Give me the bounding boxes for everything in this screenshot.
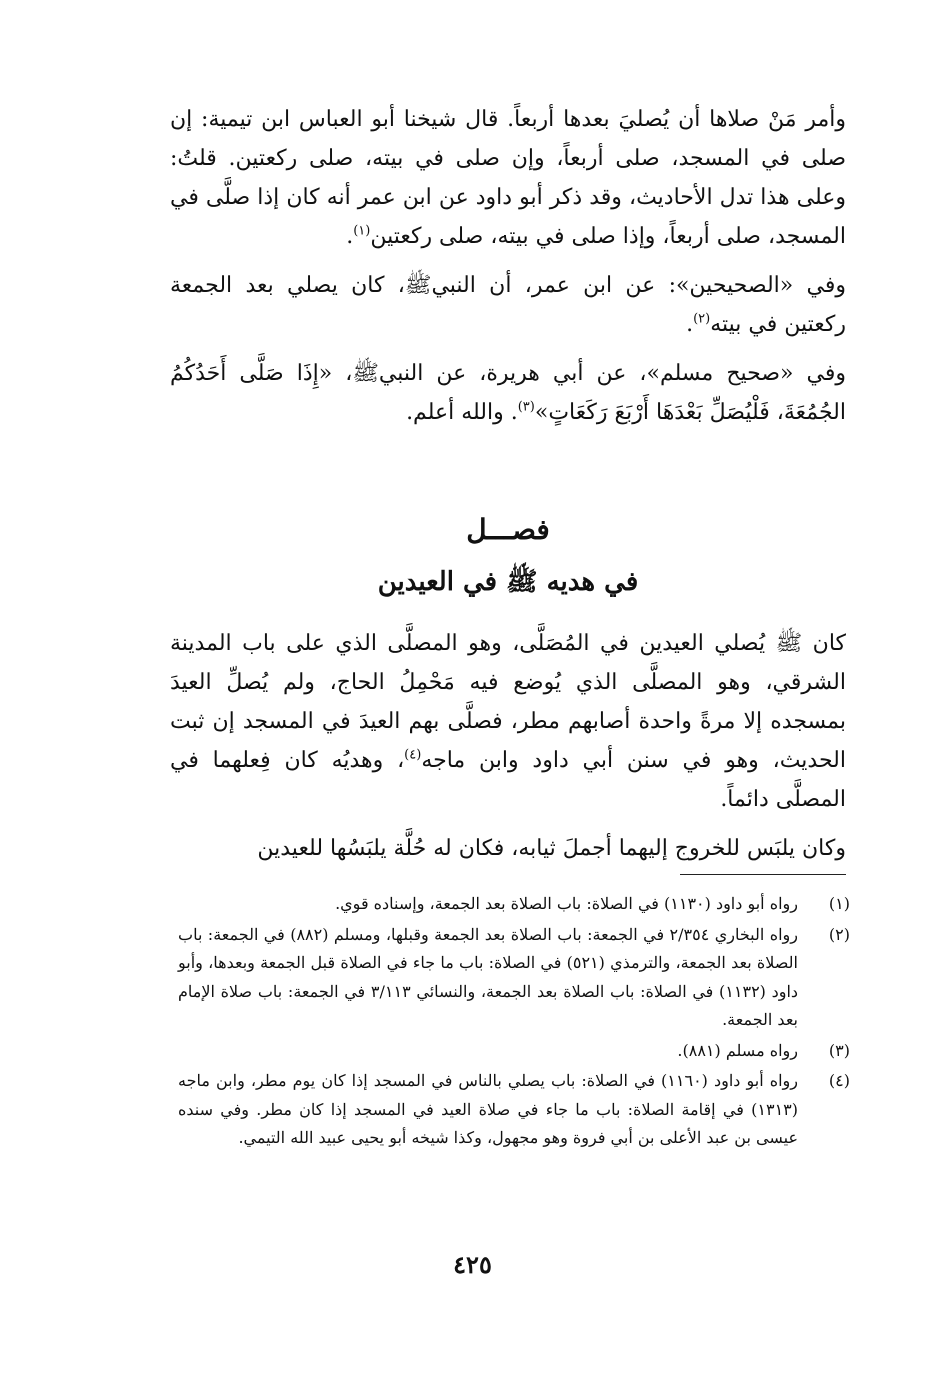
footnote-text: رواه أبو داود (١١٣٠) في الصلاة: باب الصلاة بعد الجمعة، وإسناده قوي. (335, 894, 798, 913)
paragraph-tail: . (346, 224, 354, 249)
paragraph-text: وفي «صحيح مسلم»، عن أبي هريرة، عن النبيﷺ، «إِذَا صَلَّى أَحَدُكُمُ الجُمُعَةَ، فَلْيُصَلِّ بَعْدَهَا أَرْبَعَ رَكَعَاتٍ» (170, 361, 846, 425)
paragraph-text: وأمر مَنْ صلاها أن يُصليَ بعدها أربعاً. قال شيخنا أبو العباس ابن تيمية: إن صلى في المسجد، صلى أربعاً، وإن صلى في بيته، صلى ركعتين. قلتُ: وعلى هذا تدل الأحاديث، وقد ذكر أبو داود عن ابن عمر أنه كان إذا صلَّى في المسجد، صلى أربعاً، وإذا صلى في بيته، صلى ركعتين (170, 107, 846, 249)
page-number: ٤٢٥ (453, 1250, 492, 1279)
paragraph-tail: . والله أعلم. (406, 400, 518, 425)
top-text-block (170, 100, 846, 432)
footnote-text: رواه البخاري ٢/٣٥٤ في الجمعة: باب الصلاة بعد الجمعة وقبلها، ومسلم (٨٨٢) في الجمعة: باب الصلاة بعد الجمعة، والترمذي (٥٢١) في الصلاة: باب ما جاء في الصلاة قبل الجمعة وبعدها، وأبو داود (١١٣٢) في الصلاة: باب الصلاة بعد الجمعة، والنسائي ٣/١١٣ في الجمعة: باب صلاة الإمام بعد الجمعة. (178, 924, 799, 1029)
footnote-ref: (٤) (404, 747, 422, 763)
footnote-number: (٢) (828, 924, 850, 944)
footnote-separator (680, 874, 846, 875)
section-subheading: في هديه ﷺ في العيدين (377, 567, 639, 597)
footnote-number: (٤) (828, 1071, 850, 1090)
footnote (178, 1067, 850, 1153)
footnote-text: رواه أبو داود (١١٦٠) في الصلاة: باب يصلي بالناس في المسجد إذا كان يوم مطر، وابن ماجه (١٣١٣) في إقامة الصلاة: باب ما جاء في صلاة العيد في المسجد إذا كان مطر. وفي سنده عيسى بن عبد الأعلى بن أبي فروة وهو مجهول، وكذا شيخه أبو يحيى عبيد الله التيمي. (178, 1071, 798, 1147)
footnote (178, 890, 850, 919)
paragraph (170, 266, 846, 344)
section-text-block (170, 624, 846, 868)
footnote-ref: (١) (353, 223, 371, 239)
paragraph (170, 354, 846, 432)
footnote-number: (٣) (828, 1040, 850, 1060)
paragraph-text: وكان يلبَس للخروج إليهما أجملَ ثيابه، فكان له حُلَّة يلبَسُها للعيدين (257, 836, 846, 861)
footnote-ref: (٣) (517, 399, 535, 415)
footnote-number: (١) (828, 894, 850, 913)
paragraph (170, 829, 846, 868)
footnote-ref: (٢) (693, 311, 711, 327)
footnote-text: رواه مسلم (٨٨١). (677, 1040, 798, 1060)
paragraph (170, 624, 846, 819)
paragraph-tail: . (686, 312, 694, 337)
footnotes (178, 890, 850, 1155)
footnote (178, 1037, 850, 1066)
paragraph-tail: ، وهديُه كان فِعلهما في المصلَّى دائماً. (170, 748, 846, 812)
paragraph-text: وفي «الصحيحين»: عن ابن عمر، أن النبيﷺ، كان يصلي بعد الجمعة ركعتين في بيته (170, 273, 846, 337)
paragraph-text: كان ﷺ يُصلي العيدين في المُصَلَّى، وهو المصلَّى الذي على باب المدينة الشرقي، وهو المصلَّى الذي يُوضع فيه مَحْمِلُ الحاج، ولم يُصلِّ العيدَ بمسجده إلا مرةً واحدة أصابهم مطر، فصلَّى بهم العيدَ في المسجد إن ثبت الحديث، وهو في سنن أبي داود وابن ماجه (170, 631, 846, 773)
section-heading: فصـــل (466, 513, 550, 546)
footnote (178, 921, 850, 1035)
paragraph (170, 100, 846, 256)
